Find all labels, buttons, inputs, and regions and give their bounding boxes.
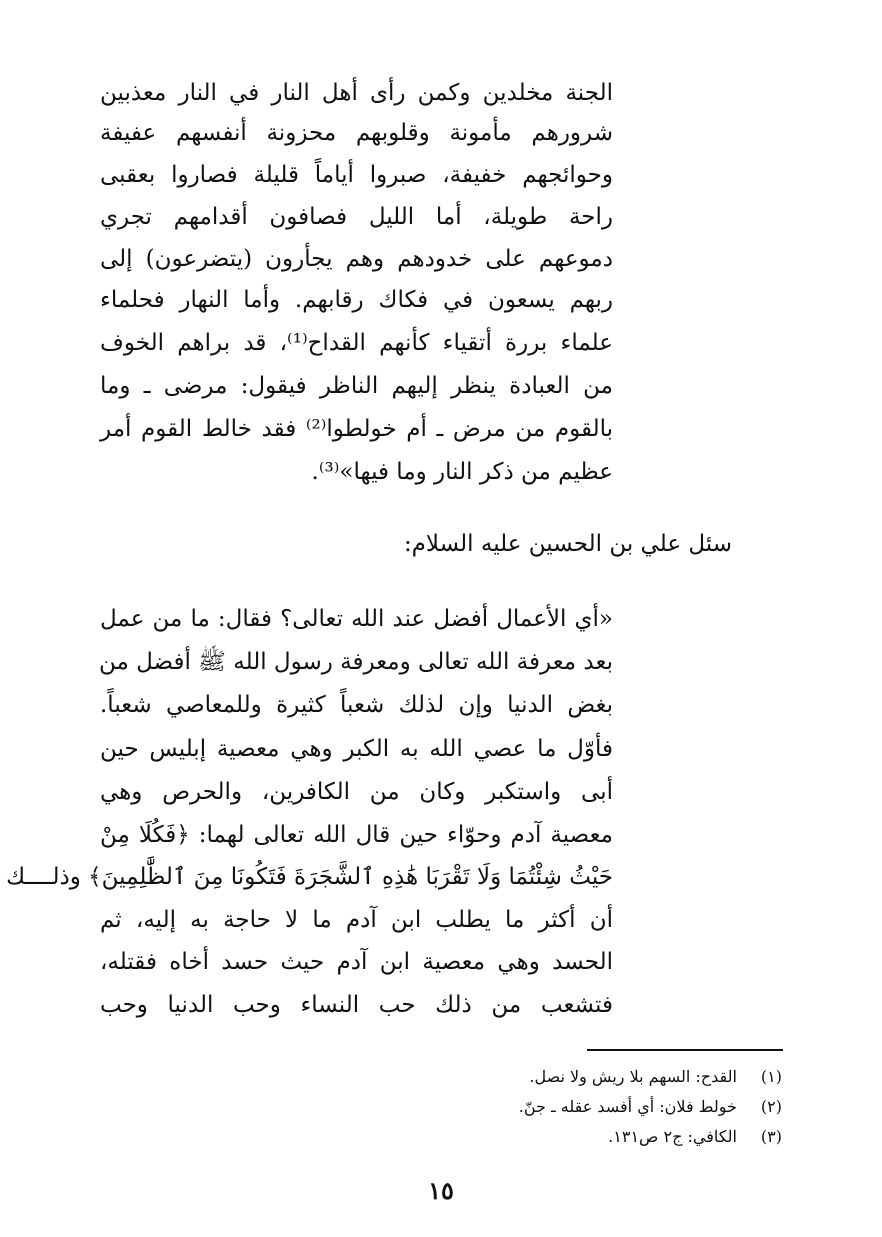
paragraph-2-line: «أي الأعمال أفضل عند الله تعالى؟ فقال: ما من عمل	[100, 606, 613, 632]
page-number: ١٥	[428, 1176, 454, 1205]
paragraph-2-line: حَيْثُ شِئْتُمَا وَلَا تَقْرَبَا هَٰذِهِ ٱلشَّجَرَةَ فَتَكُونَا مِنَ ٱلظَّٰلِمِينَ﴾ وذلــــك	[6, 864, 613, 890]
footnote-separator	[587, 1049, 783, 1051]
paragraph-1-line: وحوائجهم خفيفة، صبروا أياماً قليلة فصاروا بعقبى	[100, 162, 613, 188]
footnote-text: خولط فلان: أي أفسد عقله ـ جنّ.	[518, 1097, 737, 1116]
paragraph-1-line: ربهم يسعون في فكاك رقابهم. وأما النهار فحلماء	[100, 287, 613, 313]
paragraph-2-line: بغض الدنيا وإن لذلك شعباً كثيرة وللمعاصي شعباً.	[100, 692, 613, 718]
footnote-text: القدح: السهم بلا ريش ولا نصل.	[529, 1067, 737, 1086]
paragraph-1-line: عظيم من ذكر النار وما فيها»⁽³⁾.	[311, 459, 613, 485]
footnote-text: الكافي: ج٢ ص١٣١.	[608, 1127, 737, 1146]
paragraph-2-line: أن أكثر ما يطلب ابن آدم ما لا حاجة به إليه، ثم	[100, 907, 613, 933]
paragraph-2-line: أبى واستكبر وكان من الكافرين، والحرص وهي	[100, 779, 613, 805]
paragraph-2-line: فتشعب من ذلك حب النساء وحب الدنيا وحب	[100, 992, 613, 1018]
paragraph-2-line: معصية آدم وحوّاء حين قال الله تعالى لهما: ﴿فَكُلَا مِنْ	[100, 822, 613, 848]
paragraph-1-line: بالقوم من مرض ـ أم خولطوا⁽²⁾ فقد خالط القوم أمر	[100, 416, 614, 442]
paragraph-2-line: فأوّل ما عصي الله به الكبر وهي معصية إبليس حين	[100, 736, 613, 762]
paragraph-1-line: راحة طويلة، أما الليل فصافون أقدامهم تجري	[100, 204, 613, 230]
footnote-3	[608, 1126, 782, 1148]
paragraph-1-line: دموعهم على خدودهم وهم يجأرون (يتضرعون) إلى	[100, 246, 613, 272]
paragraph-2-line: بعد معرفة الله تعالى ومعرفة رسول الله ﷺ أفضل من	[98, 649, 613, 675]
paragraph-2-line: الحسد وهي معصية ابن آدم حيث حسد أخاه فقتله،	[100, 949, 613, 975]
paragraph-1-line: من العبادة ينظر إليهم الناظر فيقول: مرضى ـ وما	[100, 373, 613, 399]
footnote-number: (٣)	[760, 1127, 782, 1146]
footnote-1	[529, 1066, 782, 1088]
footnote-number: (١)	[760, 1067, 782, 1086]
paragraph-1-line: علماء بررة أتقياء كأنهم القداح⁽¹⁾، قد براهم الخوف	[100, 330, 613, 356]
footnote-number: (٢)	[760, 1097, 782, 1116]
section-heading: سئل علي بن الحسين عليه السلام:	[403, 531, 732, 557]
footnote-2	[519, 1096, 782, 1118]
paragraph-1-line: الجنة مخلدين وكمن رأى أهل النار في النار معذبين	[100, 80, 613, 106]
paragraph-1-line: شرورهم مأمونة وقلوبهم محزونة أنفسهم عفيفة	[100, 120, 613, 146]
